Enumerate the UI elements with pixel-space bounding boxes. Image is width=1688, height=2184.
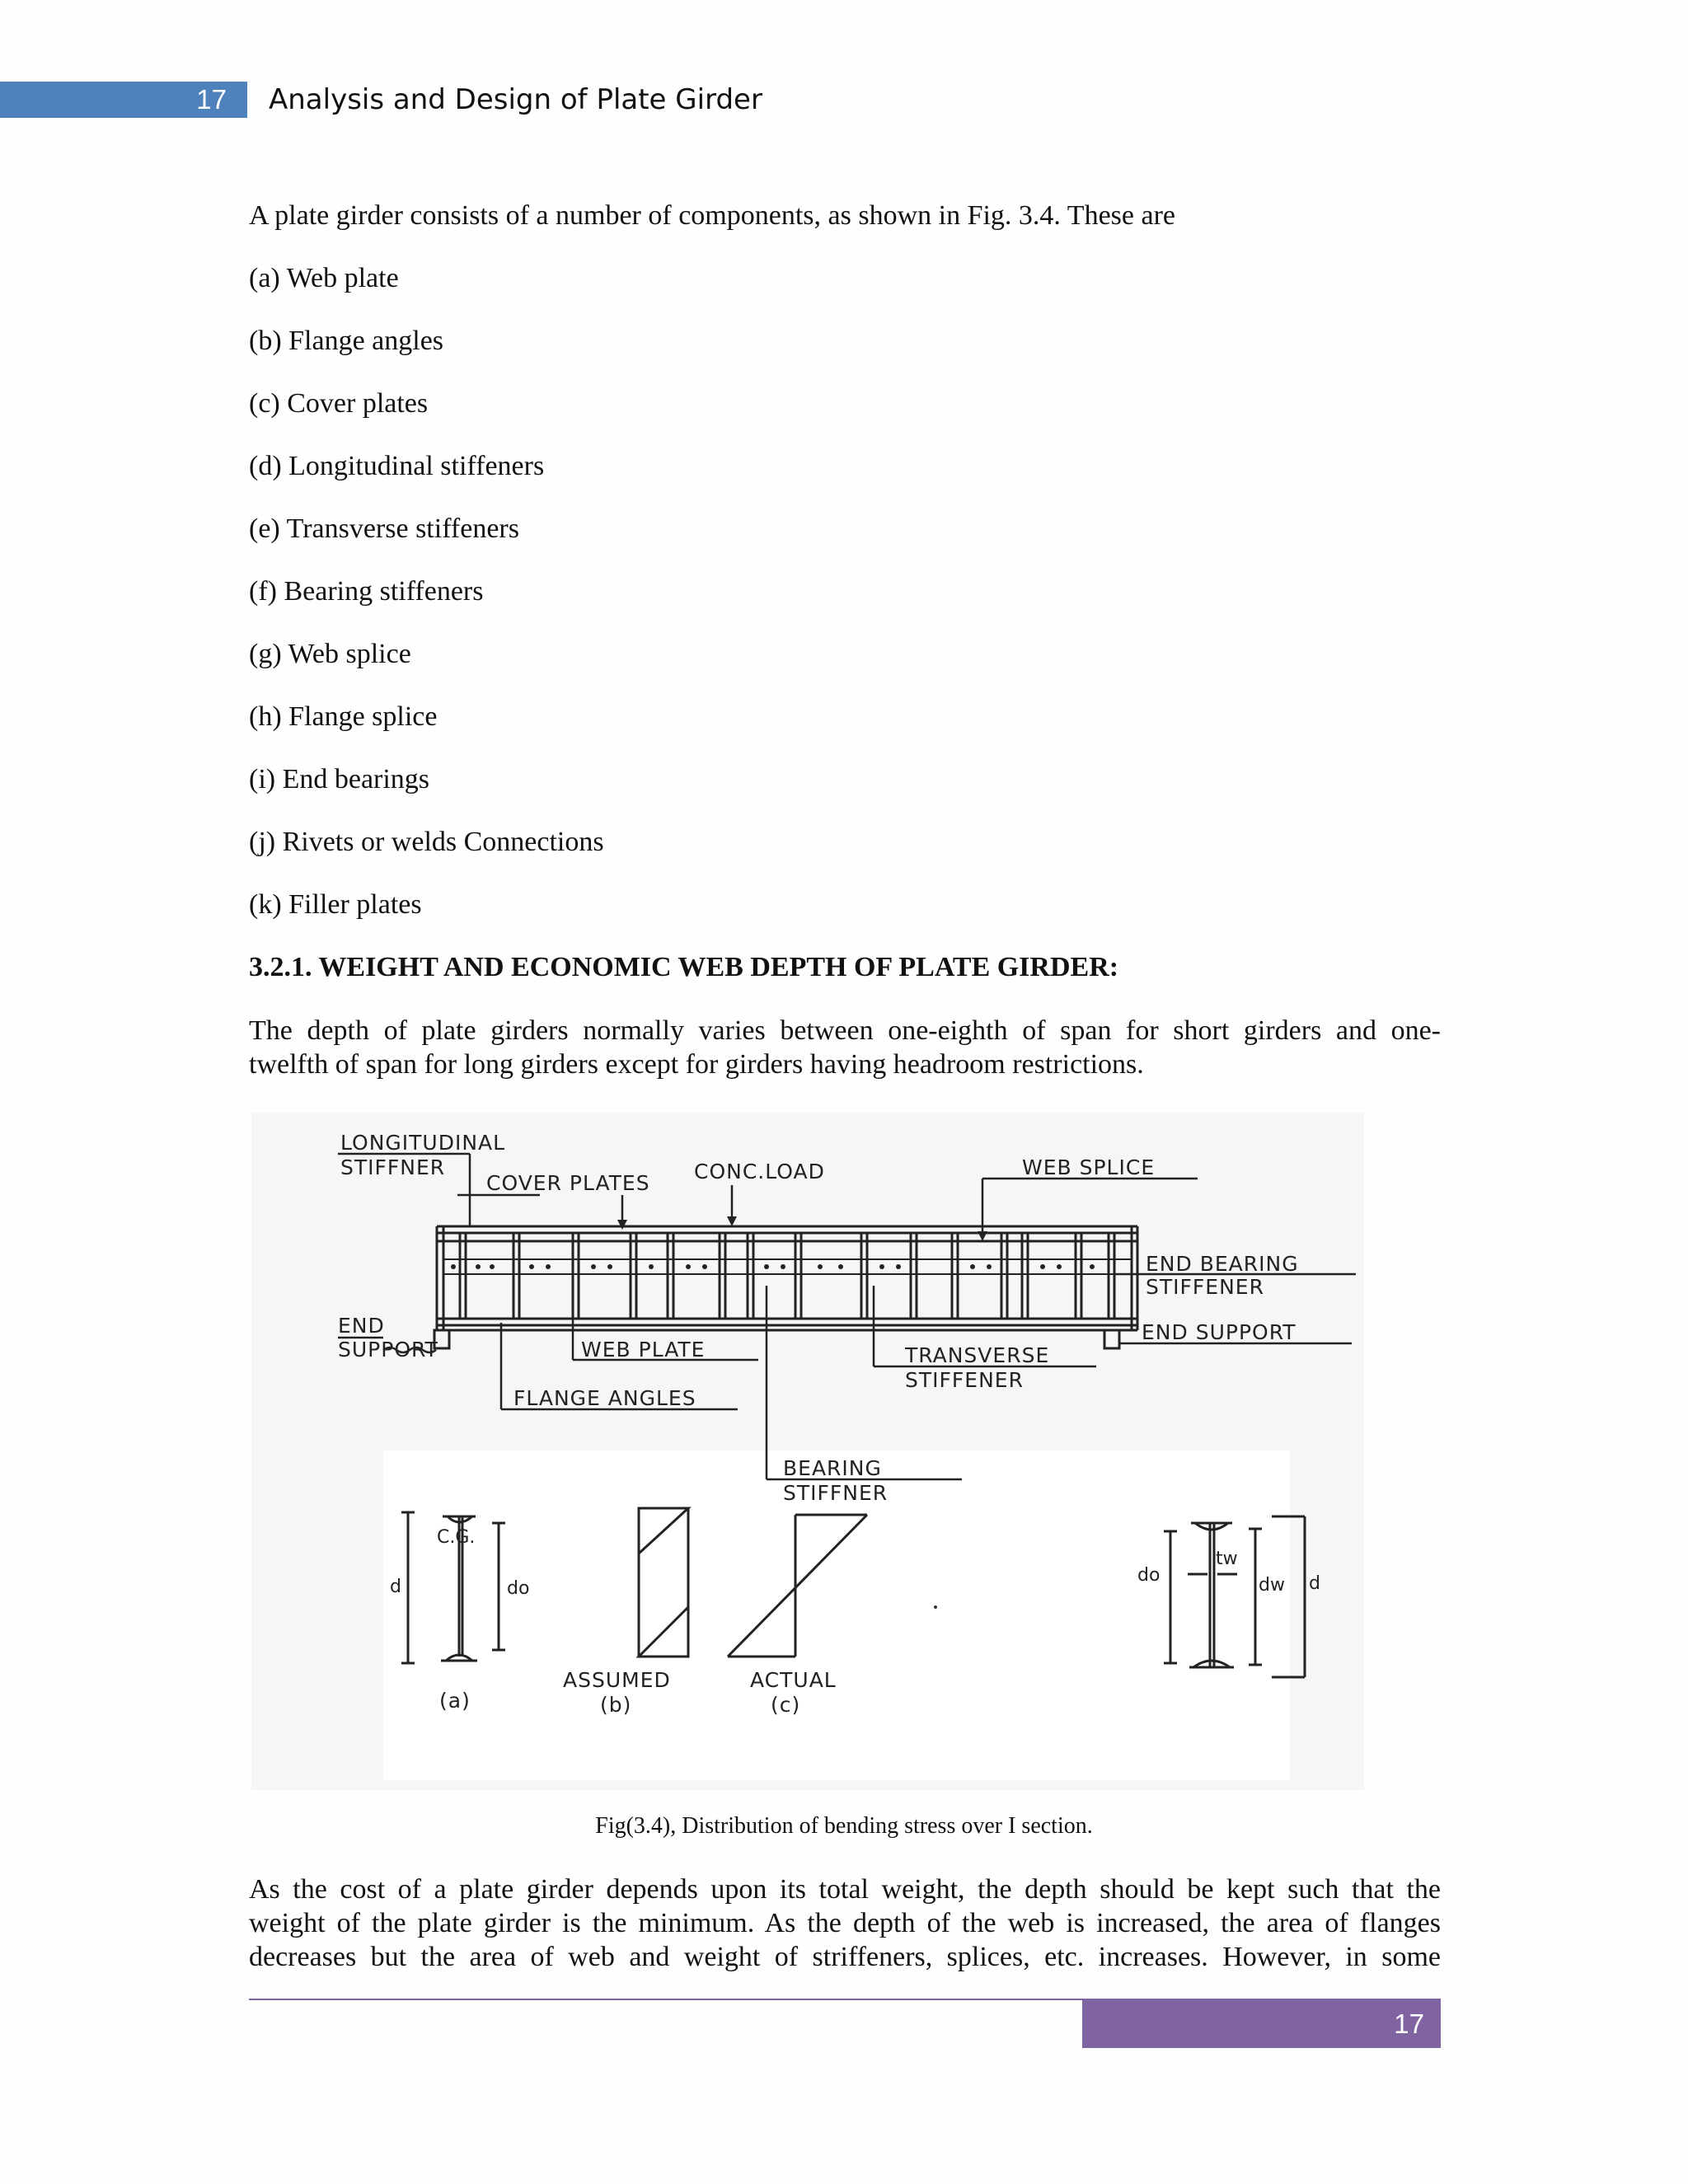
section-heading: 3.2.1. WEIGHT AND ECONOMIC WEB DEPTH OF PLATE GIRDER: bbox=[249, 952, 1119, 982]
list-item: (f) Bearing stiffeners bbox=[249, 576, 484, 607]
stray-dot bbox=[934, 1605, 937, 1609]
list-item: (d) Longitudinal stiffeners bbox=[249, 451, 545, 481]
label-sub-c: (c) bbox=[771, 1693, 801, 1717]
cost-paragraph-line: decreases but the area of web and weight of striffeners, splices, etc. increases. However, in some bbox=[249, 1942, 1441, 1972]
label-longitudinal: LONGITUDINAL bbox=[340, 1131, 506, 1155]
label-do-left: do bbox=[507, 1578, 530, 1599]
label-cg: C.G. bbox=[437, 1527, 476, 1548]
label-dw: dw bbox=[1259, 1575, 1285, 1596]
label-bearing: BEARING bbox=[783, 1456, 882, 1480]
intro-paragraph: A plate girder consists of a number of components, as shown in Fig. 3.4. These are bbox=[249, 200, 1175, 231]
label-flange-angles: FLANGE ANGLES bbox=[513, 1386, 696, 1410]
label-end-bearing: END BEARING bbox=[1146, 1252, 1299, 1276]
list-item: (a) Web plate bbox=[249, 263, 399, 293]
list-item: (j) Rivets or welds Connections bbox=[249, 827, 604, 857]
footer-page-number: 17 bbox=[1394, 2008, 1424, 2039]
header-title: Analysis and Design of Plate Girder bbox=[269, 83, 762, 116]
list-item: (g) Web splice bbox=[249, 639, 411, 669]
label-bearing-stiffner: STIFFNER bbox=[783, 1481, 889, 1505]
label-actual: ACTUAL bbox=[750, 1668, 837, 1692]
list-item: (i) End bearings bbox=[249, 764, 430, 794]
plate-girder-drawing bbox=[251, 1113, 1364, 1790]
label-conc-load: CONC.LOAD bbox=[694, 1160, 825, 1183]
label-support: SUPPORT bbox=[338, 1338, 438, 1361]
depth-paragraph-line: The depth of plate girders normally varies between one-eighth of span for short girders and one- bbox=[249, 1015, 1441, 1046]
depth-paragraph-line: twelfth of span for long girders except for girders having headroom restrictions. bbox=[249, 1049, 1144, 1080]
label-do-right: do bbox=[1137, 1565, 1160, 1586]
list-item: (b) Flange angles bbox=[249, 326, 444, 356]
label-end-bearing-stiffener: STIFFENER bbox=[1146, 1275, 1264, 1299]
cost-paragraph-line: As the cost of a plate girder depends upon its total weight, the depth should be kept such that the bbox=[249, 1874, 1441, 1905]
label-end-support-right: END SUPPORT bbox=[1142, 1320, 1296, 1344]
label-transverse-stiffener: STIFFENER bbox=[905, 1368, 1024, 1392]
label-assumed: ASSUMED bbox=[563, 1668, 671, 1692]
label-web-splice: WEB SPLICE bbox=[1022, 1155, 1156, 1179]
label-d-left: d bbox=[390, 1577, 401, 1597]
label-d-right: d bbox=[1309, 1573, 1320, 1594]
header-page-number: 17 bbox=[196, 84, 227, 115]
label-transverse: TRANSVERSE bbox=[905, 1343, 1050, 1367]
label-sub-a: (a) bbox=[439, 1689, 471, 1713]
label-cover-plates: COVER PLATES bbox=[486, 1171, 650, 1195]
label-web-plate: WEB PLATE bbox=[581, 1338, 706, 1361]
cost-paragraph-line: weight of the plate girder is the minimum. As the depth of the web is increased, the area of flanges bbox=[249, 1908, 1441, 1938]
label-stiffner: STIFFNER bbox=[340, 1155, 446, 1179]
list-item: (c) Cover plates bbox=[249, 388, 429, 419]
list-item: (h) Flange splice bbox=[249, 701, 438, 732]
label-end: END bbox=[338, 1314, 385, 1338]
plate-girder-figure bbox=[251, 1113, 1364, 1790]
list-item: (k) Filler plates bbox=[249, 889, 422, 920]
label-tw: tw bbox=[1216, 1549, 1238, 1569]
figure-caption: Fig(3.4), Distribution of bending stress over I section. bbox=[595, 1813, 1093, 1839]
list-item: (e) Transverse stiffeners bbox=[249, 513, 519, 544]
label-sub-b: (b) bbox=[600, 1693, 632, 1717]
